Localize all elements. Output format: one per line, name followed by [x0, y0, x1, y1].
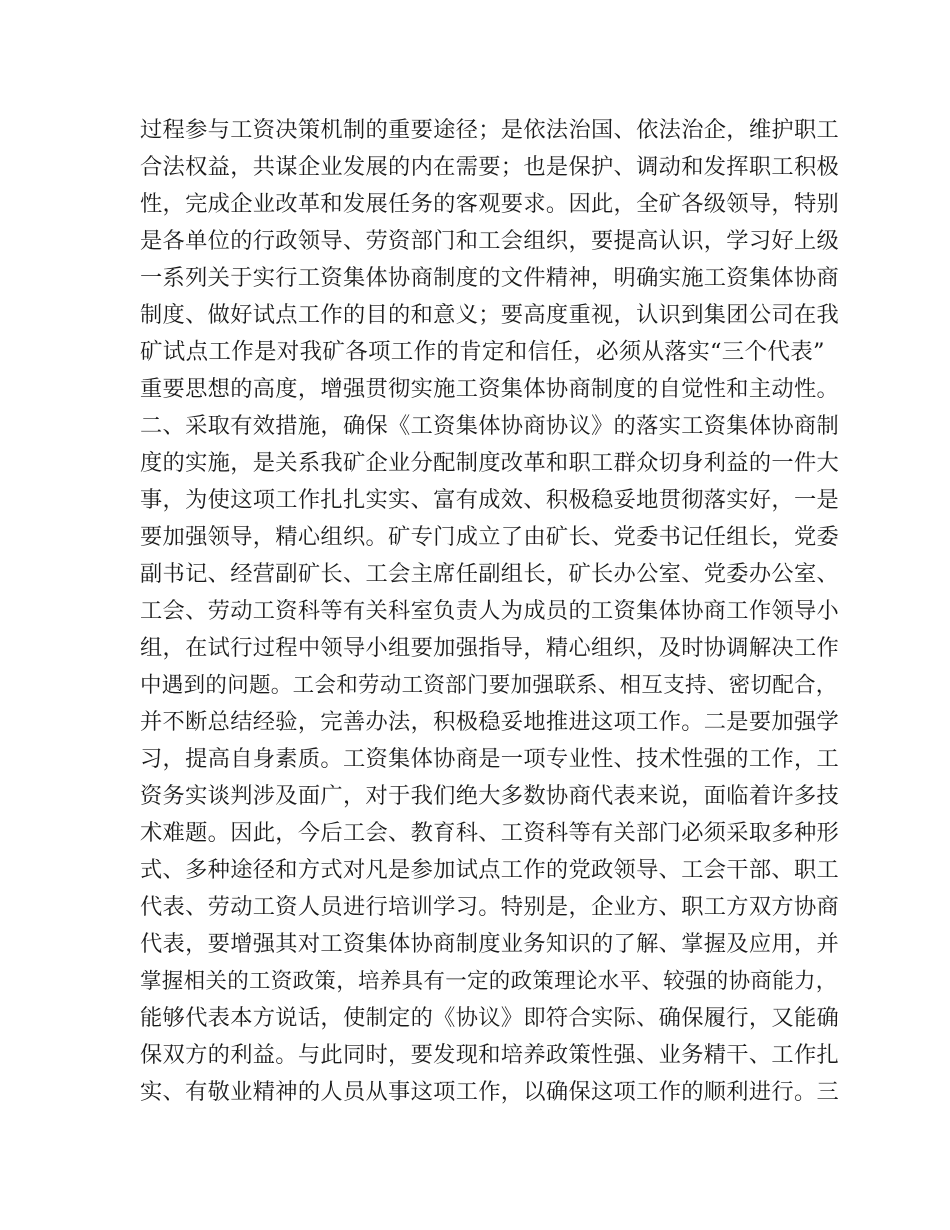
text-line: 实、有敬业精神的人员从事这项工作，以确保这项工作的顺利进行。三: [140, 1079, 840, 1105]
text-line: 代表、劳动工资人员进行培训学习。特别是，企业方、职工方双方协商: [140, 894, 840, 920]
text-line: 习，提高自身素质。工资集体协商是一项专业性、技术性强的工作，工: [140, 746, 840, 772]
text-line: 能够代表本方说话，使制定的《协议》即符合实际、确保履行，又能确: [140, 1005, 840, 1031]
text-line: 重要思想的高度，增强贯彻实施工资集体协商制度的自觉性和主动性。: [140, 376, 840, 402]
text-line: 式、多种途径和方式对凡是参加试点工作的党政领导、工会干部、职工: [140, 857, 840, 883]
text-line: 二、采取有效措施，确保《工资集体协商协议》的落实工资集体协商制: [140, 413, 840, 439]
text-line: 事，为使这项工作扎扎实实、富有成效、积极稳妥地贯彻落实好，一是: [140, 487, 840, 513]
text-line: 要加强领导，精心组织。矿专门成立了由矿长、党委书记任组长，党委: [140, 524, 840, 550]
text-line: 并不断总结经验，完善办法，积极稳妥地推进这项工作。二是要加强学: [140, 709, 840, 735]
text-line: 术难题。因此，今后工会、教育科、工资科等有关部门必须采取多种形: [140, 820, 840, 846]
text-line: 制度、做好试点工作的目的和意义；要高度重视，认识到集团公司在我: [140, 302, 840, 328]
body-text: [140, 112, 840, 1111]
text-line: 中遇到的问题。工会和劳动工资部门要加强联系、相互支持、密切配合，: [140, 673, 838, 698]
text-line: 过程参与工资决策机制的重要途径；是依法治国、依法治企，维护职工: [140, 117, 840, 143]
text-line: 性，完成企业改革和发展任务的客观要求。因此，全矿各级领导，特别: [140, 191, 840, 217]
text-line: 资务实谈判涉及面广，对于我们绝大多数协商代表来说，面临着许多技: [140, 783, 840, 809]
text-line: 工会、劳动工资科等有关科室负责人为成员的工资集体协商工作领导小: [140, 598, 840, 624]
text-line: 保双方的利益。与此同时，要发现和培养政策性强、业务精干、工作扎: [140, 1042, 840, 1068]
text-line: 度的实施，是关系我矿企业分配制度改革和职工群众切身利益的一件大: [140, 450, 840, 476]
text-line: 副书记、经营副矿长、工会主席任副组长，矿长办公室、党委办公室、: [140, 561, 840, 587]
text-line: 一系列关于实行工资集体协商制度的文件精神，明确实施工资集体协商: [140, 265, 840, 291]
text-line: 组，在试行过程中领导小组要加强指导，精心组织，及时协调解决工作: [140, 635, 840, 661]
text-line: 合法权益，共谋企业发展的内在需要；也是保护、调动和发挥职工积极: [140, 154, 840, 180]
text-line: 矿试点工作是对我矿各项工作的肯定和信任，必须从落实“三个代表”: [140, 339, 825, 365]
text-line: 代表，要增强其对工资集体协商制度业务知识的了解、掌握及应用，并: [140, 931, 840, 957]
text-line: 是各单位的行政领导、劳资部门和工会组织，要提高认识，学习好上级: [140, 228, 840, 254]
text-line: 掌握相关的工资政策，培养具有一定的政策理论水平、较强的协商能力，: [140, 969, 838, 994]
